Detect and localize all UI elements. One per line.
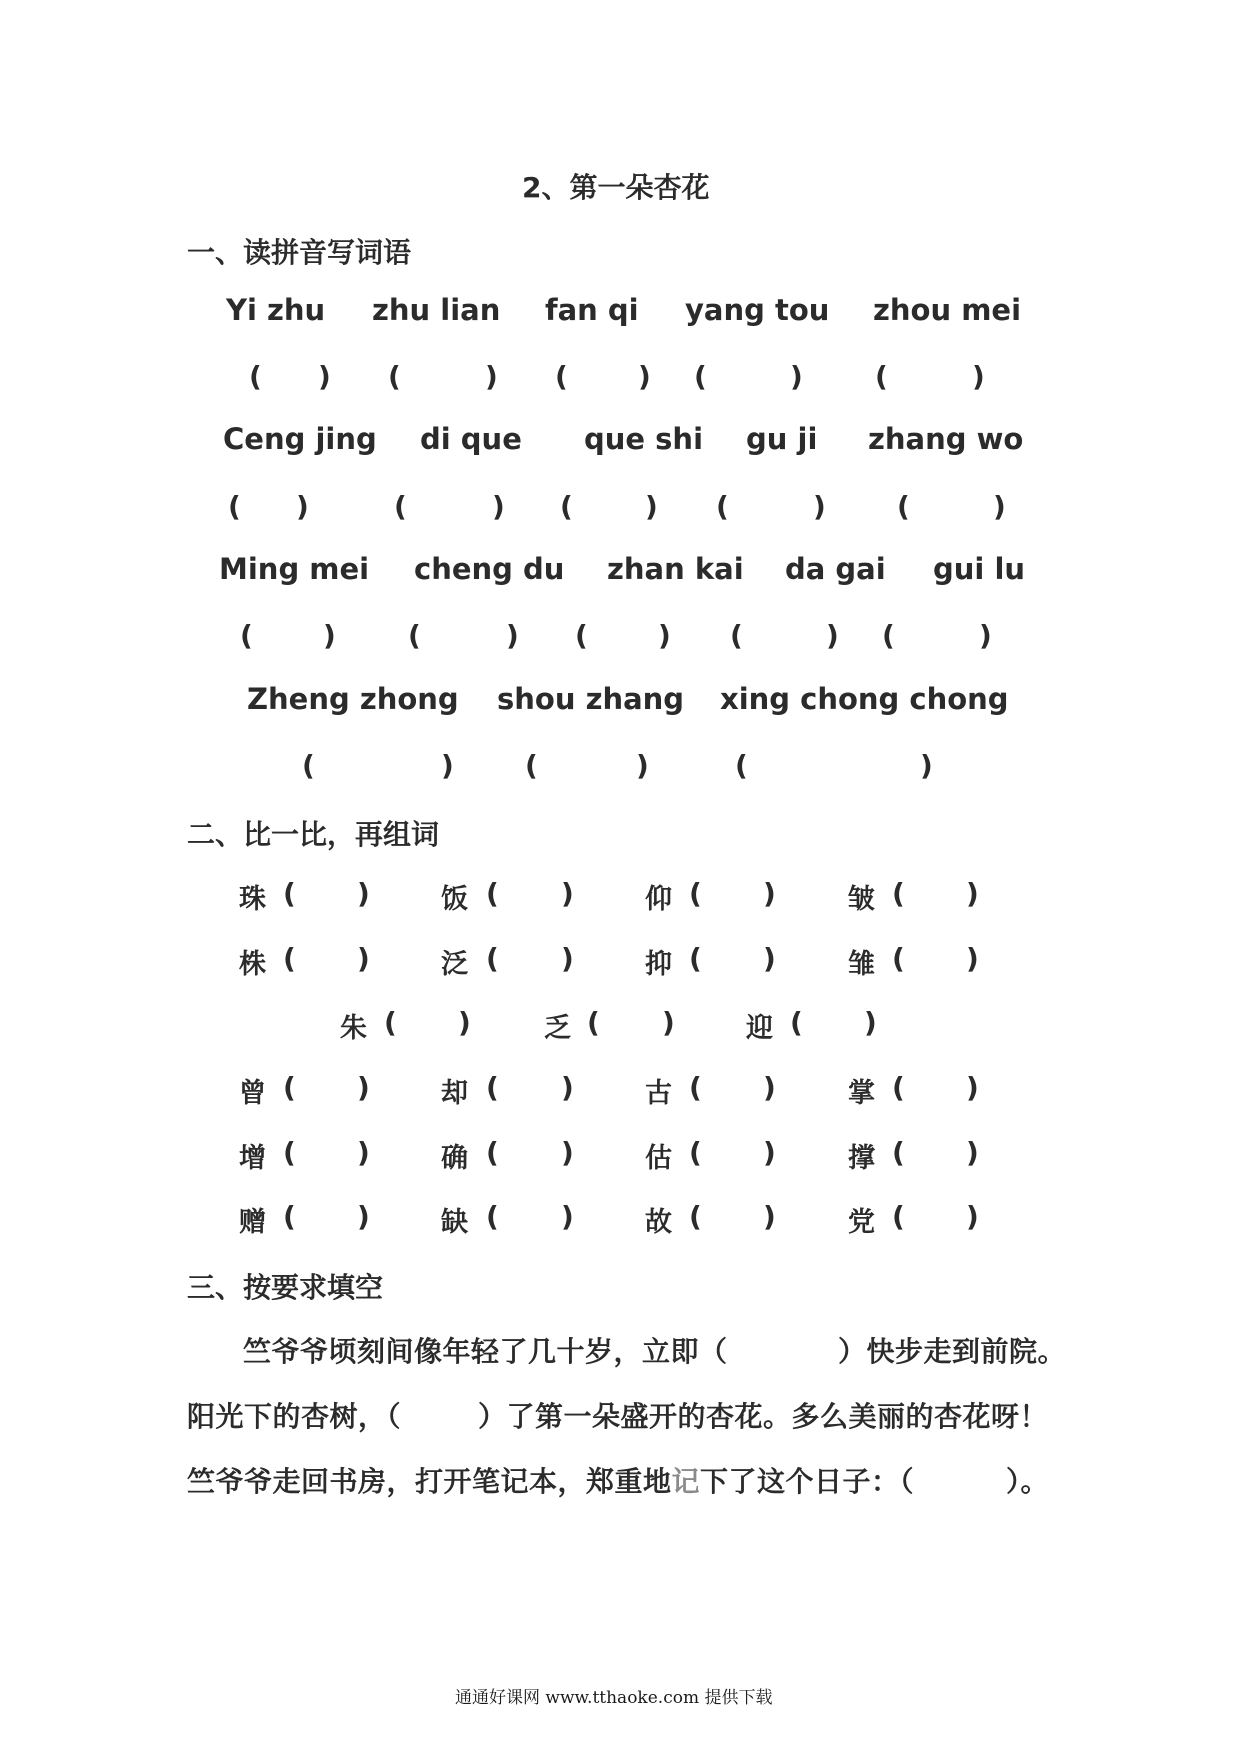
- blank-close: ): [763, 1136, 776, 1169]
- compare-char: 皱: [848, 884, 875, 915]
- blank-open: (: [730, 619, 743, 652]
- blank-close: ): [920, 749, 933, 782]
- blank-close: ): [813, 490, 826, 523]
- blank-open: (: [283, 1200, 296, 1233]
- compare-char: 乏: [544, 1013, 571, 1044]
- blank-close: ): [561, 942, 574, 975]
- blank-open: (: [892, 877, 905, 910]
- pinyin-word: que shi: [584, 422, 704, 456]
- blank-open: (: [689, 1136, 702, 1169]
- blank-close: ): [662, 1006, 675, 1039]
- blank-open: (: [892, 1071, 905, 1104]
- blank-close: ): [966, 1071, 979, 1104]
- fill-line-3-start: 竺爷爷走回书房，打开笔记本，郑重地: [187, 1465, 672, 1498]
- blank-close: ): [357, 1136, 370, 1169]
- compare-char: 故: [645, 1207, 672, 1238]
- blank-open: (: [689, 942, 702, 975]
- pinyin-word: shou zhang: [497, 682, 685, 716]
- compare-char: 缺: [441, 1207, 468, 1238]
- pinyin-word: zhan kai: [607, 552, 744, 586]
- blank-close: ): [826, 619, 839, 652]
- blank-open: (: [486, 1071, 499, 1104]
- compare-char: 朱: [340, 1013, 367, 1044]
- pinyin-word: xing chong chong: [720, 682, 1009, 716]
- blank-open: (: [735, 749, 748, 782]
- blank-open: (: [486, 942, 499, 975]
- blank-open: (: [283, 1136, 296, 1169]
- pinyin-word: da gai: [785, 552, 886, 586]
- blank-open: (: [882, 619, 895, 652]
- blank-close: ): [506, 619, 519, 652]
- blank-close: ): [492, 490, 505, 523]
- compare-char: 古: [645, 1078, 672, 1109]
- fill-line-3: [187, 1460, 914, 1500]
- section2-heading: 二、比一比，再组词: [187, 818, 440, 851]
- footer-credit: 通通好课网 www.tthaoke.com 提供下载: [455, 1688, 773, 1708]
- compare-char: 曾: [239, 1078, 266, 1109]
- compare-char: 党: [848, 1207, 875, 1238]
- compare-char: 却: [441, 1078, 468, 1109]
- blank-open: (: [283, 1071, 296, 1104]
- blank-open: (: [689, 1200, 702, 1233]
- blank-open: (: [892, 1136, 905, 1169]
- blank-close: ): [763, 1200, 776, 1233]
- pinyin-word: zhang wo: [868, 422, 1024, 456]
- compare-char: 株: [239, 949, 266, 980]
- blank-close: ): [357, 942, 370, 975]
- blank-open: (: [384, 1006, 397, 1039]
- blank-open: (: [283, 877, 296, 910]
- blank-close: ): [357, 877, 370, 910]
- blank-close: ): [561, 1200, 574, 1233]
- blank-close: ): [966, 942, 979, 975]
- blank-close: ): [645, 490, 658, 523]
- compare-char: 迎: [746, 1013, 773, 1044]
- blank-open: (: [240, 619, 253, 652]
- fill-line-3-gray-char: 记: [671, 1465, 701, 1498]
- pinyin-word: Yi zhu: [226, 293, 326, 327]
- blank-close: ): [323, 619, 336, 652]
- compare-char: 仰: [645, 884, 672, 915]
- blank-open: (: [525, 749, 538, 782]
- blank-close: ): [636, 749, 649, 782]
- blank-close: ): [561, 877, 574, 910]
- compare-char: 饭: [441, 884, 468, 915]
- compare-char: 珠: [239, 884, 266, 915]
- fill-line-3-mid: 下了这个日子：（: [700, 1465, 915, 1498]
- blank-open: (: [875, 360, 888, 393]
- compare-char: 掌: [848, 1078, 875, 1109]
- blank-open: (: [394, 490, 407, 523]
- blank-close: ): [561, 1136, 574, 1169]
- blank-open: (: [689, 1071, 702, 1104]
- blank-open: (: [302, 749, 315, 782]
- blank-close: ): [763, 1071, 776, 1104]
- blank-open: (: [486, 1136, 499, 1169]
- pinyin-word: zhu lian: [372, 293, 501, 327]
- blank-close: ): [318, 360, 331, 393]
- compare-char: 泛: [441, 949, 468, 980]
- fill-line-2-start: 阳光下的杏树，（: [187, 1400, 402, 1433]
- fill-line-1-start: 竺爷爷顷刻间像年轻了几十岁，立即（: [243, 1335, 728, 1368]
- pinyin-word: gui lu: [933, 552, 1026, 586]
- pinyin-word: Ceng jing: [223, 422, 377, 456]
- blank-close: ): [458, 1006, 471, 1039]
- blank-open: (: [694, 360, 707, 393]
- page-title: 2、第一朵杏花: [522, 171, 710, 204]
- blank-open: (: [486, 1200, 499, 1233]
- blank-open: (: [575, 619, 588, 652]
- section1-heading: 一、读拼音写词语: [187, 236, 412, 269]
- blank-open: (: [228, 490, 241, 523]
- blank-open: (: [408, 619, 421, 652]
- blank-open: (: [555, 360, 568, 393]
- blank-close: ): [864, 1006, 877, 1039]
- blank-close: ): [966, 1200, 979, 1233]
- compare-char: 确: [441, 1143, 468, 1174]
- blank-open: (: [388, 360, 401, 393]
- blank-close: ): [561, 1071, 574, 1104]
- compare-char: 撑: [848, 1143, 875, 1174]
- blank-open: (: [790, 1006, 803, 1039]
- blank-close: ): [993, 490, 1006, 523]
- blank-close: ): [658, 619, 671, 652]
- compare-char: 抑: [645, 949, 672, 980]
- blank-close: ): [972, 360, 985, 393]
- blank-close: ): [296, 490, 309, 523]
- blank-open: (: [892, 1200, 905, 1233]
- pinyin-word: Ming mei: [219, 552, 370, 586]
- compare-char: 增: [239, 1143, 266, 1174]
- blank-open: (: [892, 942, 905, 975]
- blank-close: ): [979, 619, 992, 652]
- compare-char: 雏: [848, 949, 875, 980]
- blank-open: (: [560, 490, 573, 523]
- blank-close: ): [638, 360, 651, 393]
- blank-close: ): [357, 1200, 370, 1233]
- pinyin-word: zhou mei: [873, 293, 1022, 327]
- blank-close: ): [966, 1136, 979, 1169]
- pinyin-word: cheng du: [414, 552, 565, 586]
- blank-open: (: [249, 360, 262, 393]
- blank-open: (: [283, 942, 296, 975]
- section3-heading: 三、按要求填空: [187, 1271, 384, 1304]
- blank-close: ): [357, 1071, 370, 1104]
- blank-close: ): [485, 360, 498, 393]
- blank-open: (: [587, 1006, 600, 1039]
- fill-line-2-end: ）了第一朵盛开的杏花。多么美丽的杏花呀！: [478, 1400, 1049, 1433]
- fill-line-3-end: ）。: [1006, 1465, 1050, 1498]
- blank-close: ): [763, 942, 776, 975]
- blank-open: (: [716, 490, 729, 523]
- blank-close: ): [441, 749, 454, 782]
- pinyin-word: Zheng zhong: [247, 682, 459, 716]
- pinyin-word: yang tou: [685, 293, 830, 327]
- compare-char: 估: [645, 1143, 672, 1174]
- blank-open: (: [689, 877, 702, 910]
- pinyin-word: gu ji: [746, 422, 818, 456]
- blank-close: ): [790, 360, 803, 393]
- pinyin-word: fan qi: [545, 293, 639, 327]
- pinyin-word: di que: [420, 422, 522, 456]
- compare-char: 赠: [239, 1207, 266, 1238]
- blank-close: ): [966, 877, 979, 910]
- blank-open: (: [486, 877, 499, 910]
- blank-close: ): [763, 877, 776, 910]
- fill-line-1-end: ）快步走到前院。: [838, 1335, 1067, 1368]
- blank-open: (: [897, 490, 910, 523]
